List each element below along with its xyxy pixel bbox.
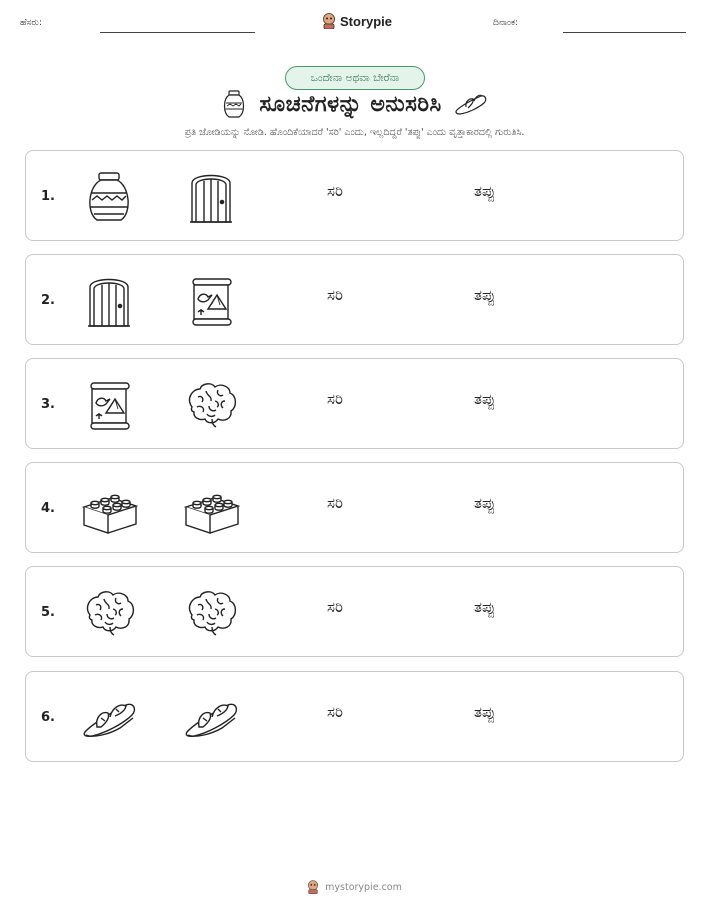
question-number: 3. [41, 397, 55, 412]
option-wrong[interactable]: ತಪ್ಪು [474, 703, 496, 721]
storypie-mascot-icon [322, 13, 336, 29]
sandal-icon [80, 690, 138, 746]
brick-icon [80, 481, 138, 537]
sandal-icon [454, 91, 488, 117]
pot-icon [221, 89, 247, 119]
question-number: 4. [41, 501, 55, 516]
option-correct[interactable]: ಸರಿ [327, 286, 343, 304]
question-card [25, 254, 684, 345]
scroll-icon [182, 273, 240, 329]
brain-icon [182, 377, 240, 433]
question-card [25, 671, 684, 762]
scroll-icon [80, 377, 138, 433]
question-number: 2. [41, 293, 55, 308]
date-line[interactable] [563, 32, 686, 33]
option-wrong[interactable]: ತಪ್ಪು [474, 494, 496, 512]
question-number: 5. [41, 605, 55, 620]
option-wrong[interactable]: ತಪ್ಪು [474, 182, 496, 200]
footer-url: mystorypie.com [325, 881, 402, 893]
option-correct[interactable]: ಸರಿ [327, 703, 343, 721]
question-number: 1. [41, 189, 55, 204]
instructions: ಪ್ರತಿ ಜೋಡಿಯನ್ನು ನೋಡಿ. ಹೊಂದಿಕೆಯಾದರೆ 'ಸರಿ' ಎಂದು, ಇಲ್ಲದಿದ್ದರೆ 'ತಪ್ಪು' ಎಂದು ವೃತ್ತಾಕಾರದಲ್ಲಿ ಗುರುತಿಸಿ. [184, 127, 525, 138]
date-label: ದಿನಾಂಕ: [493, 18, 519, 28]
option-correct[interactable]: ಸರಿ [327, 598, 343, 616]
option-wrong[interactable]: ತಪ್ಪು [474, 286, 496, 304]
question-number: 6. [41, 710, 55, 725]
brain-icon [182, 585, 240, 641]
storypie-footer-icon [307, 880, 319, 894]
question-card [25, 150, 684, 241]
question-card [25, 566, 684, 657]
page-title: ಸೂಚನೆಗಳನ್ನು ಅನುಸರಿಸಿ [259, 91, 442, 117]
question-card [25, 358, 684, 449]
door-icon [80, 273, 138, 329]
title-row [0, 89, 709, 119]
pot-icon [80, 169, 138, 225]
question-card [25, 462, 684, 553]
option-correct[interactable]: ಸರಿ [327, 390, 343, 408]
option-wrong[interactable]: ತಪ್ಪು [474, 598, 496, 616]
brain-icon [80, 585, 138, 641]
sandal-icon [182, 690, 240, 746]
name-label: ಹೆಸರು: [20, 18, 43, 28]
brick-icon [182, 481, 240, 537]
footer [0, 880, 709, 894]
option-correct[interactable]: ಸರಿ [327, 494, 343, 512]
brand-name: Storypie [340, 13, 393, 29]
door-icon [182, 169, 240, 225]
brand-logo [322, 13, 392, 29]
option-correct[interactable]: ಸರಿ [327, 182, 343, 200]
name-line[interactable] [100, 32, 255, 33]
option-wrong[interactable]: ತಪ್ಪು [474, 390, 496, 408]
worksheet-type-tag: ಒಂದೇನಾ ಅಥವಾ ಬೇರೆನಾ [285, 66, 425, 90]
